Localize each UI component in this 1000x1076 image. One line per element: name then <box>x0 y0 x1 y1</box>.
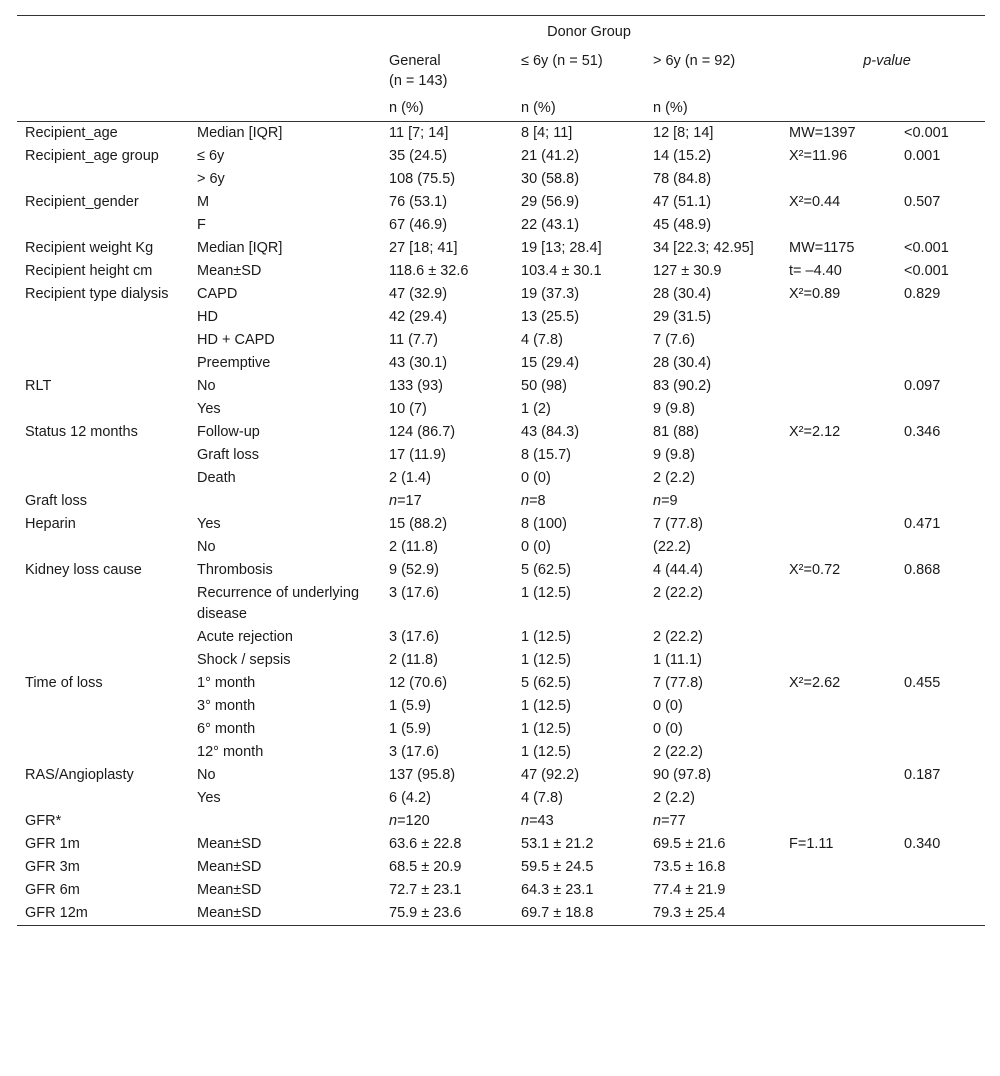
table-row <box>17 421 985 444</box>
cell-stat: X²=0.89 <box>789 286 841 302</box>
cell-sub: Death <box>197 470 236 486</box>
cell-label: RAS/Angioplasty <box>25 766 134 783</box>
table-row <box>17 490 985 513</box>
cell-pvalue: <0.001 <box>904 122 985 146</box>
cell-pvalue <box>904 306 985 329</box>
cell-general: 108 (75.5) <box>389 171 456 187</box>
cell-sub: Mean±SD <box>197 881 262 898</box>
cell-stat <box>789 398 904 421</box>
cell-label: Recipient_gender <box>25 194 139 210</box>
cell-stat <box>789 467 904 490</box>
cell-gt6: 2 (22.2) <box>653 585 703 601</box>
cell-pvalue: 0.340 <box>904 835 941 852</box>
cell-le6: 43 (84.3) <box>521 424 580 440</box>
table-row <box>17 237 985 260</box>
table-row <box>17 695 985 718</box>
table-row <box>17 810 985 833</box>
cell-label: Heparin <box>25 516 76 532</box>
cell-sub: M <box>197 194 210 210</box>
cell-general: 124 (86.7) <box>389 424 456 440</box>
cell-general: 3 (17.6) <box>389 585 439 601</box>
cell-sub: Follow-up <box>197 424 260 440</box>
cell-sub: ≤ 6y <box>197 148 225 164</box>
cell-label <box>17 444 189 467</box>
cell-gt6: 14 (15.2) <box>653 148 712 164</box>
cell-general: 15 (88.2) <box>389 516 448 532</box>
cell-gt6: 2 (22.2) <box>653 628 703 645</box>
cell-label: GFR 12m <box>17 902 189 926</box>
cell-label: Recipient weight Kg <box>25 240 154 256</box>
cell-le6: n=43 <box>521 812 554 829</box>
cell-le6: 47 (92.2) <box>521 766 580 783</box>
cell-pvalue: 0.097 <box>904 378 941 394</box>
cell-gt6: (22.2) <box>653 539 691 555</box>
cell-gt6: 28 (30.4) <box>653 286 712 302</box>
table-row <box>17 649 985 672</box>
cell-gt6: 69.5 ± 21.6 <box>653 835 726 852</box>
cell-general: 72.7 ± 23.1 <box>389 881 462 898</box>
cell-stat: X²=11.96 <box>789 148 848 164</box>
cell-label: Kidney loss cause <box>25 562 142 578</box>
cell-sub: 6° month <box>197 720 256 737</box>
cell-stat <box>789 718 904 741</box>
cell-stat <box>789 444 904 467</box>
cell-pvalue: 0.829 <box>904 286 941 302</box>
cell-le6: 1 (12.5) <box>521 628 571 645</box>
cell-sub: Shock / sepsis <box>197 651 291 668</box>
cell-pvalue <box>904 902 985 926</box>
cell-le6: 22 (43.1) <box>521 217 580 233</box>
unit-general: n (%) <box>389 99 424 116</box>
cell-general: 27 [18; 41] <box>389 240 458 256</box>
unit-gt6: n (%) <box>653 99 688 116</box>
table-row <box>17 191 985 214</box>
cell-le6: 19 (37.3) <box>521 286 580 302</box>
cell-gt6: 9 (9.8) <box>653 447 695 463</box>
table-row <box>17 833 985 856</box>
cell-label: GFR 3m <box>25 858 80 875</box>
cell-pvalue <box>904 649 985 672</box>
cell-sub: Acute rejection <box>197 628 293 645</box>
cell-sub: HD <box>197 309 218 325</box>
cell-le6: 59.5 ± 24.5 <box>521 858 594 875</box>
cell-pvalue: 0.471 <box>904 516 941 532</box>
col-pvalue-header <box>789 43 985 92</box>
table-row <box>17 467 985 490</box>
cell-sub: CAPD <box>197 286 238 302</box>
cell-general: 3 (17.6) <box>389 628 439 645</box>
cell-general: 67 (46.9) <box>389 217 448 233</box>
col-general-label: General <box>389 52 441 69</box>
cell-le6: 1 (12.5) <box>521 720 571 737</box>
cell-general: n=17 <box>389 493 422 509</box>
cell-label <box>17 168 189 191</box>
cell-sub: Thrombosis <box>197 562 273 578</box>
cell-stat <box>789 168 904 191</box>
cell-stat <box>789 329 904 352</box>
data-table <box>17 15 985 926</box>
cell-sub: Recurrence of underlying disease <box>197 585 360 622</box>
cell-stat <box>789 856 904 879</box>
cell-pvalue: 0.455 <box>904 674 941 691</box>
cell-gt6: 81 (88) <box>653 424 699 440</box>
cell-label: Recipient height cm <box>25 263 153 279</box>
cell-stat <box>789 787 904 810</box>
cell-le6: 1 (12.5) <box>521 697 571 714</box>
cell-stat <box>789 490 904 513</box>
cell-stat: X²=0.44 <box>789 194 841 210</box>
cell-le6: 1 (12.5) <box>521 743 571 760</box>
cell-pvalue <box>904 352 985 375</box>
table-row <box>17 902 985 926</box>
cell-sub: Median [IQR] <box>197 240 283 256</box>
cell-le6: 4 (7.8) <box>521 332 563 348</box>
cell-gt6: 28 (30.4) <box>653 355 712 371</box>
cell-pvalue: <0.001 <box>904 240 949 256</box>
cell-pvalue <box>904 329 985 352</box>
cell-general: 2 (11.8) <box>389 539 438 555</box>
cell-le6: 13 (25.5) <box>521 309 580 325</box>
cell-label: GFR 1m <box>25 835 80 852</box>
cell-sub <box>189 810 389 833</box>
table-row <box>17 559 985 582</box>
cell-sub: Mean±SD <box>197 263 262 279</box>
cell-label: Graft loss <box>25 493 88 509</box>
table-row <box>17 352 985 375</box>
cell-gt6: 78 (84.8) <box>653 171 712 187</box>
cell-gt6: 79.3 ± 25.4 <box>653 902 789 926</box>
cell-stat <box>789 810 904 833</box>
header-empty <box>17 16 389 43</box>
cell-stat <box>789 582 904 626</box>
cell-general: 1 (5.9) <box>389 697 431 714</box>
cell-gt6: 0 (0) <box>653 697 683 714</box>
pvalue-label: p-value <box>863 52 911 69</box>
cell-le6: 8 (100) <box>521 516 567 532</box>
cell-gt6: 9 (9.8) <box>653 401 695 417</box>
cell-sub: No <box>197 766 216 783</box>
table-row <box>17 879 985 902</box>
cell-sub: No <box>197 378 216 394</box>
cell-label <box>17 329 189 352</box>
cell-sub: Yes <box>197 789 221 806</box>
cell-general: 35 (24.5) <box>389 148 448 164</box>
cell-label: Recipient_age <box>17 122 189 146</box>
cell-general: 42 (29.4) <box>389 309 448 325</box>
cell-sub: Preemptive <box>197 355 271 371</box>
cell-gt6: 12 [8; 14] <box>653 122 789 146</box>
cell-stat <box>789 626 904 649</box>
table-container <box>17 15 985 926</box>
table-row <box>17 718 985 741</box>
cell-stat <box>789 879 904 902</box>
cell-stat <box>789 902 904 926</box>
table-row <box>17 398 985 421</box>
cell-le6: 103.4 ± 30.1 <box>521 263 602 279</box>
cell-label <box>17 741 189 764</box>
table-row <box>17 741 985 764</box>
cell-le6: 1 (12.5) <box>521 651 571 668</box>
cell-stat <box>789 513 904 536</box>
cell-label <box>17 352 189 375</box>
cell-gt6: 1 (11.1) <box>653 651 702 668</box>
cell-pvalue <box>904 626 985 649</box>
cell-general: 118.6 ± 32.6 <box>389 263 469 279</box>
cell-general: 1 (5.9) <box>389 720 431 737</box>
cell-pvalue <box>904 810 985 833</box>
cell-le6: 1 (12.5) <box>521 585 571 601</box>
table-row <box>17 536 985 559</box>
cell-general: 68.5 ± 20.9 <box>389 858 462 875</box>
cell-gt6: 29 (31.5) <box>653 309 712 325</box>
cell-label <box>17 536 189 559</box>
cell-sub: Yes <box>197 516 221 532</box>
cell-stat <box>789 695 904 718</box>
cell-general: 2 (11.8) <box>389 651 438 668</box>
cell-sub: Yes <box>197 401 221 417</box>
cell-pvalue: 0.346 <box>904 424 941 440</box>
cell-gt6: 4 (44.4) <box>653 562 703 578</box>
cell-label <box>17 695 189 718</box>
cell-label <box>17 787 189 810</box>
cell-label: Recipient_age group <box>25 148 159 164</box>
cell-pvalue: 0.001 <box>904 148 941 164</box>
cell-pvalue <box>904 536 985 559</box>
cell-general: 137 (95.8) <box>389 766 456 783</box>
cell-le6: 21 (41.2) <box>521 148 580 164</box>
cell-stat: MW=1397 <box>789 122 904 146</box>
cell-label: Recipient type dialysis <box>25 286 169 302</box>
cell-pvalue: <0.001 <box>904 263 949 279</box>
cell-general: 43 (30.1) <box>389 355 448 371</box>
cell-general: 47 (32.9) <box>389 286 448 302</box>
cell-gt6: 2 (2.2) <box>653 470 695 486</box>
table-row <box>17 306 985 329</box>
cell-stat <box>789 536 904 559</box>
cell-label <box>17 649 189 672</box>
col-general-n: (n = 143) <box>389 73 448 89</box>
table-body <box>17 122 985 926</box>
cell-gt6: 47 (51.1) <box>653 194 712 210</box>
table-row <box>17 787 985 810</box>
cell-general: 63.6 ± 22.8 <box>389 835 462 852</box>
table-row <box>17 444 985 467</box>
cell-le6: 0 (0) <box>521 539 551 555</box>
cell-gt6: 2 (22.2) <box>653 743 703 760</box>
cell-stat: t= –4.40 <box>789 263 842 279</box>
cell-gt6: 83 (90.2) <box>653 378 712 394</box>
cell-stat: X²=2.12 <box>789 424 841 440</box>
cell-sub: 1° month <box>197 674 256 691</box>
cell-sub: 12° month <box>197 743 264 760</box>
cell-gt6: 77.4 ± 21.9 <box>653 881 726 898</box>
cell-pvalue <box>904 741 985 764</box>
cell-le6: 30 (58.8) <box>521 171 580 187</box>
cell-sub: Mean±SD <box>197 835 262 852</box>
cell-sub: F <box>197 217 206 233</box>
cell-pvalue: 0.868 <box>904 562 941 578</box>
cell-le6: 5 (62.5) <box>521 674 571 691</box>
cell-pvalue <box>904 879 985 902</box>
col-general-header <box>389 43 521 92</box>
cell-gt6: 73.5 ± 16.8 <box>653 858 726 875</box>
cell-pvalue: 0.507 <box>904 194 941 210</box>
cell-general: 3 (17.6) <box>389 743 439 760</box>
cell-label <box>17 626 189 649</box>
cell-stat <box>789 375 904 398</box>
cell-pvalue <box>904 214 985 237</box>
cell-pvalue <box>904 718 985 741</box>
cell-sub: 3° month <box>197 697 256 714</box>
cell-pvalue <box>904 856 985 879</box>
cell-label: GFR 6m <box>25 881 80 898</box>
cell-general: 2 (1.4) <box>389 470 431 486</box>
cell-stat <box>789 352 904 375</box>
cell-sub: HD + CAPD <box>197 332 275 348</box>
cell-pvalue <box>904 398 985 421</box>
cell-stat <box>789 741 904 764</box>
cell-le6: 50 (98) <box>521 378 567 394</box>
cell-le6: 15 (29.4) <box>521 355 580 371</box>
cell-label <box>17 398 189 421</box>
cell-label <box>17 582 189 626</box>
cell-gt6: n=77 <box>653 812 686 829</box>
cell-stat <box>789 649 904 672</box>
table-row <box>17 214 985 237</box>
cell-general: 10 (7) <box>389 401 427 417</box>
cell-le6: 19 [13; 28.4] <box>521 240 602 256</box>
cell-le6: 0 (0) <box>521 470 551 486</box>
cell-pvalue <box>904 168 985 191</box>
cell-le6: 4 (7.8) <box>521 789 563 806</box>
cell-pvalue: 0.187 <box>904 766 941 783</box>
cell-le6: 64.3 ± 23.1 <box>521 881 594 898</box>
donor-group-title: Donor Group <box>389 16 789 43</box>
cell-le6: 5 (62.5) <box>521 562 571 578</box>
cell-le6: 53.1 ± 21.2 <box>521 835 594 852</box>
table-row <box>17 672 985 695</box>
cell-le6: 8 (15.7) <box>521 447 571 463</box>
cell-stat: X²=0.72 <box>789 562 841 578</box>
cell-sub: Mean±SD <box>197 858 262 875</box>
cell-pvalue <box>904 582 985 626</box>
table-row <box>17 626 985 649</box>
cell-pvalue <box>904 490 985 513</box>
cell-stat: MW=1175 <box>789 240 855 256</box>
cell-general: 133 (93) <box>389 378 444 394</box>
cell-sub: Mean±SD <box>189 902 389 926</box>
cell-gt6: n=9 <box>653 493 678 509</box>
cell-gt6: 7 (7.6) <box>653 332 695 348</box>
cell-label: Status 12 months <box>25 424 138 440</box>
cell-general: 12 (70.6) <box>389 674 448 691</box>
cell-stat: F=1.11 <box>789 835 834 852</box>
cell-sub <box>189 490 389 513</box>
table-row <box>17 122 985 146</box>
table-row <box>17 283 985 306</box>
table-row <box>17 329 985 352</box>
cell-general: 6 (4.2) <box>389 789 431 806</box>
cell-general: 17 (11.9) <box>389 447 446 463</box>
cell-gt6: 45 (48.9) <box>653 217 712 233</box>
cell-label: GFR* <box>25 812 62 829</box>
table-row <box>17 375 985 398</box>
cell-general: 76 (53.1) <box>389 194 448 210</box>
cell-sub: No <box>197 539 216 555</box>
cell-label <box>17 214 189 237</box>
table-row <box>17 764 985 787</box>
cell-pvalue <box>904 787 985 810</box>
cell-pvalue <box>904 467 985 490</box>
cell-general: n=120 <box>389 812 430 829</box>
col-gt6-header: > 6y (n = 92) <box>653 52 736 69</box>
cell-sub: Graft loss <box>197 447 260 463</box>
table-row <box>17 856 985 879</box>
cell-label <box>17 718 189 741</box>
table-row <box>17 260 985 283</box>
cell-stat <box>789 306 904 329</box>
cell-gt6: 0 (0) <box>653 720 683 737</box>
cell-general: 11 (7.7) <box>389 332 438 348</box>
col-le6-header: ≤ 6y (n = 51) <box>521 52 603 69</box>
cell-le6: 29 (56.9) <box>521 194 580 210</box>
cell-stat: X²=2.62 <box>789 674 841 691</box>
cell-label <box>17 306 189 329</box>
cell-label: Time of loss <box>25 674 103 691</box>
cell-sub: > 6y <box>197 171 225 187</box>
cell-gt6: 2 (2.2) <box>653 789 695 806</box>
cell-stat <box>789 214 904 237</box>
cell-le6: 69.7 ± 18.8 <box>521 902 653 926</box>
cell-gt6: 34 [22.3; 42.95] <box>653 240 754 256</box>
cell-le6: 1 (2) <box>521 401 551 417</box>
cell-le6: 8 [4; 11] <box>521 122 653 146</box>
cell-general: 11 [7; 14] <box>389 122 521 146</box>
cell-label <box>17 467 189 490</box>
cell-label: RLT <box>25 378 52 394</box>
cell-general: 75.9 ± 23.6 <box>389 902 521 926</box>
unit-le6: n (%) <box>521 99 556 116</box>
cell-gt6: 90 (97.8) <box>653 766 712 783</box>
cell-sub: Median [IQR] <box>189 122 389 146</box>
table-row <box>17 513 985 536</box>
table-row <box>17 145 985 168</box>
table-row <box>17 168 985 191</box>
cell-stat <box>789 764 904 787</box>
cell-pvalue <box>904 444 985 467</box>
cell-gt6: 7 (77.8) <box>653 516 703 532</box>
cell-gt6: 127 ± 30.9 <box>653 263 722 279</box>
table-row <box>17 582 985 626</box>
cell-le6: n=8 <box>521 493 546 509</box>
cell-general: 9 (52.9) <box>389 562 439 578</box>
cell-pvalue <box>904 695 985 718</box>
cell-gt6: 7 (77.8) <box>653 674 703 691</box>
